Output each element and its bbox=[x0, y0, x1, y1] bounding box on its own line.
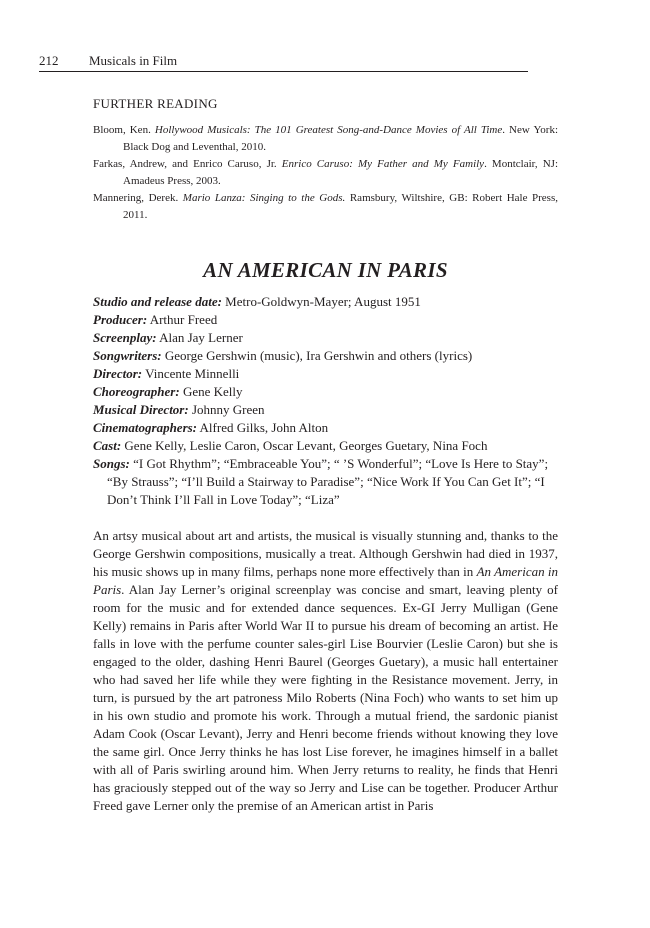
bibliography-entry bbox=[93, 190, 558, 224]
entry-title: Mario Lanza: Singing to the Gods. bbox=[182, 192, 346, 204]
running-title: Musicals in Film bbox=[89, 53, 178, 68]
credit-songs bbox=[93, 455, 558, 509]
credit-label: Choreographer: bbox=[93, 384, 180, 399]
credit-value: Johnny Green bbox=[188, 402, 265, 417]
entry-author: Farkas, Andrew, and Enrico Caruso, Jr. bbox=[93, 158, 277, 170]
entry-publication: . New York: Black Dog and Leventhal, 2010. bbox=[123, 124, 559, 153]
synopsis-part: . Alan Jay Lerner’s original screenplay was concise and smart, leaving plenty of room for the music and for extended dance sequences. Ex-GI Jerry Mulligan (Gene Kelly) remains in Paris after World War II to pursue his dream of becoming an artist. He falls in love with the perfume counter sales-girl Lise Bourvier (Leslie Caron) but she is engaged to the older, dashing Henri Baurel (Georges Guetary), a music hall entertainer who had saved her life while they were fighting in the Resistance movement. Jerry, in turn, is pursued by the art patroness Milo Roberts (Nina Foch) who wants to set him up in his own studio and promote his work. Through a mutual friend, the sardonic pianist Adam Cook (Oscar Levant), Jerry and Henri become friends without knowing they love the same girl. Once Jerry thinks he has lost Lise forever, he imagines himself in a ballet with all of Paris swirling around him. When Jerry returns to reality, he finds that Henri has graciously stepped out of the way so Jerry and Lise can be together. Producer Arthur Freed gave Lerner only the premise of an American artist in Paris bbox=[93, 582, 558, 813]
bibliography-entry bbox=[93, 122, 558, 156]
credit-cast bbox=[93, 437, 558, 455]
credit-screenplay bbox=[93, 329, 558, 347]
credit-value: Alfred Gilks, John Alton bbox=[197, 420, 329, 435]
credit-label: Songwriters: bbox=[93, 348, 162, 363]
credit-label: Cinematographers: bbox=[93, 420, 198, 435]
further-reading-heading: FURTHER READING bbox=[93, 96, 218, 111]
credit-value: Alan Jay Lerner bbox=[156, 330, 243, 345]
entry-author: Bloom, Ken. bbox=[93, 124, 151, 136]
bibliography-entry bbox=[93, 156, 558, 190]
credit-label: Songs: bbox=[93, 456, 130, 471]
credits-list bbox=[93, 293, 558, 509]
page-number: 212 bbox=[39, 53, 59, 68]
credit-label: Director: bbox=[93, 366, 143, 381]
credit-value: Metro-Goldwyn-Mayer; August 1951 bbox=[221, 294, 421, 309]
credit-label: Musical Director: bbox=[93, 402, 189, 417]
synopsis-text bbox=[93, 527, 558, 815]
credit-value: Arthur Freed bbox=[147, 312, 218, 327]
credit-value: Gene Kelly, Leslie Caron, Oscar Levant, Georges Guetary, Nina Foch bbox=[121, 438, 488, 453]
credit-studio bbox=[93, 293, 558, 311]
entry-title: Enrico Caruso: My Father and My Family bbox=[281, 158, 485, 170]
entry-publication: . Montclair, NJ: Amadeus Press, 2003. bbox=[123, 158, 559, 187]
bibliography-list bbox=[93, 122, 558, 224]
credit-cinematographers bbox=[93, 419, 558, 437]
credit-director bbox=[93, 365, 558, 383]
synopsis-paragraph bbox=[93, 527, 558, 815]
credit-label: Studio and release date: bbox=[93, 294, 222, 309]
entry-author: Mannering, Derek. bbox=[93, 192, 179, 204]
credit-value: George Gershwin (music), Ira Gershwin and others (lyrics) bbox=[161, 348, 473, 363]
synopsis-part: An artsy musical about art and artists, the musical is visually stunning and, thanks to the George Gershwin compositions, musically a treat. Although Gershwin had died in 1937, his music shows up in many films, perhaps none more effectively than in bbox=[93, 528, 558, 579]
credit-label: Cast: bbox=[93, 438, 122, 453]
entry-publication: Ramsbury, Wiltshire, GB: Robert Hale Press, 2011. bbox=[123, 192, 558, 221]
credit-musical-director bbox=[93, 401, 558, 419]
credit-value: “I Got Rhythm”; “Embraceable You”; “ ’S Wonderful”; “Love Is Here to Stay”; “By Strauss”; “I’ll Build a Stairway to Paradise”; “Nice Work If You Can Get It”; “I Don’t Think I’ll Fall in Love Today”; “Liza” bbox=[107, 456, 549, 507]
film-title: AN AMERICAN IN PARIS bbox=[203, 258, 448, 282]
credit-producer bbox=[93, 311, 558, 329]
credit-label: Producer: bbox=[93, 312, 148, 327]
credit-value: Gene Kelly bbox=[179, 384, 243, 399]
credit-songwriters bbox=[93, 347, 558, 365]
synopsis-film-title: An American in Paris bbox=[93, 564, 558, 597]
credit-label: Screenplay: bbox=[93, 330, 157, 345]
running-head bbox=[39, 52, 528, 72]
credit-value: Vincente Minnelli bbox=[142, 366, 240, 381]
credit-choreographer bbox=[93, 383, 558, 401]
entry-title: Hollywood Musicals: The 101 Greatest Song-and-Dance Movies of All Time bbox=[154, 124, 503, 136]
